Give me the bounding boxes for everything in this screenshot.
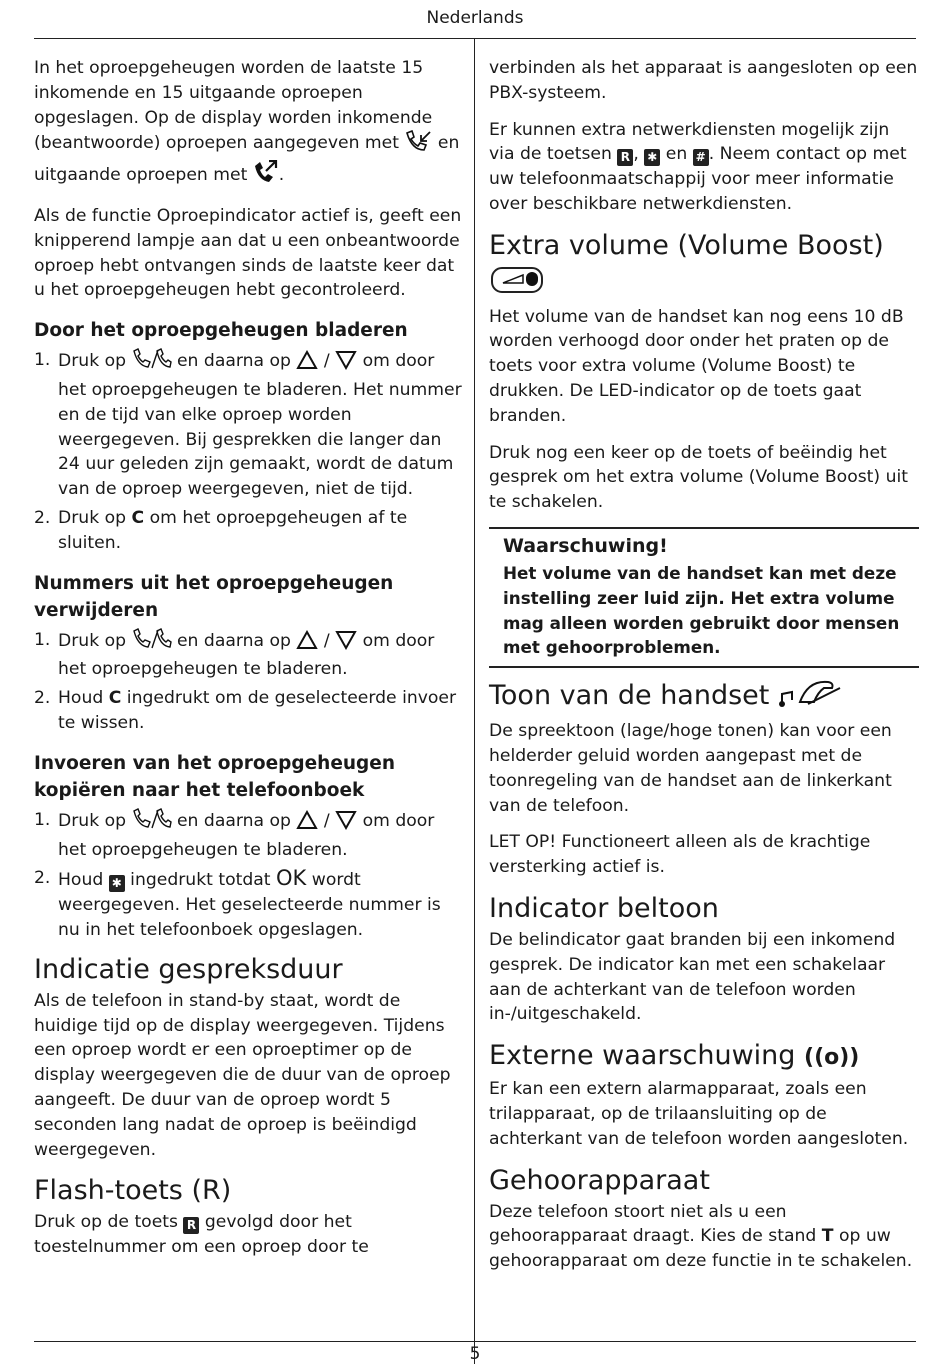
volume-boost-icon: [491, 267, 543, 293]
down-arrow-icon: [335, 810, 357, 838]
pbx-paragraph: verbinden als het apparaat is aangesloten op een PBX-systeem.: [489, 58, 918, 103]
down-arrow-icon: [335, 630, 357, 658]
handset-tone-icon: [778, 678, 842, 717]
ring-indicator-paragraph: De belindicator gaat branden bij een inkomend gesprek. De indicator kan met een schakelaar aan de achterkant van de telefoon worden in-/uitgeschakeld.: [489, 929, 896, 1025]
call-duration-paragraph: Als de telefoon in stand-by staat, wordt de huidige tijd op de display weergegeven. Tijdens een oproep wordt er een oproeptimer op de display weergegeven die de duur van de oproep aangeeft. De duur van de oproep wordt 5 seconden lang nadat de oproep is beëindigd weergegeven.: [34, 990, 451, 1160]
left-column: [34, 56, 462, 1272]
browse-steps: [34, 348, 462, 555]
list-item: 2. Druk op C om het oproepgeheugen af te sluiten.: [34, 507, 408, 553]
call-indicator-paragraph: Als de functie Oproepindicator actief is, geeft een knipperend lampje aan dat u een onbeantwoorde oproep hebt ontvangen sinds de laatste keer dat u het oproepgeheugen hebt gecontroleerd.: [34, 205, 462, 301]
volume-boost-paragraph-2: Druk nog een keer op de toets of beëindig het gesprek om het extra volume (Volume Boost) uit te schakelen.: [489, 442, 908, 513]
page-header-language: Nederlands: [426, 8, 524, 28]
list-item: 1. Druk op en daarna op / om door het oproepgeheugen te bladeren. Het nummer en de tijd van elke oproep worden weergegeven. Bij gesprekken die langer dan 24 uur geleden zijn gemaakt, wordt de datum van de oproep weergegeven, niet de tijd.: [34, 350, 462, 500]
up-arrow-icon: [296, 350, 318, 378]
up-arrow-icon: [296, 810, 318, 838]
heading-external-alert: Externe waarschuwing ((o)): [489, 1040, 860, 1072]
copy-steps: [34, 808, 462, 943]
right-column: [489, 56, 919, 1286]
incoming-call-icon: [404, 130, 432, 160]
flash-key-paragraph: Druk op de toets R gevolgd door het toestelnummer om een oproep door te: [34, 1212, 369, 1258]
handset-tone-paragraph-1: De spreektoon (lage/hoge tonen) kan voor een helderder geluid worden aangepast met de toonregeling van de handset aan de linkerkant van de telefoon.: [489, 721, 892, 816]
list-item: 1. Druk op en daarna op / om door het oproepgeheugen te bladeren.: [34, 809, 435, 860]
star-key: ✱: [644, 149, 660, 166]
up-arrow-icon: [296, 630, 318, 658]
heading-volume-boost: Extra volume (Volume Boost): [489, 229, 884, 261]
volume-boost-paragraph-1: Het volume van de handset kan nog eens 10 dB worden verhoogd door onder het praten op de toets voor extra volume (Volume Boost) te drukken. De LED-indicator op de toets gaat branden.: [489, 306, 904, 426]
outgoing-call-icon: [253, 160, 279, 192]
list-item: 2. Houd ✱ ingedrukt totdat OK wordt weergegeven. Het geselecteerde nummer is nu in het telefoonboek opgeslagen.: [34, 866, 441, 940]
star-key: ✱: [109, 875, 125, 892]
header-rule: [34, 38, 916, 39]
section-title-copy: Invoeren van het oproepgeheugen kopiëren naar het telefoonboek: [34, 752, 396, 801]
down-arrow-icon: [335, 350, 357, 378]
warning-title: Waarschuwing!: [503, 534, 668, 557]
section-title-delete: Nummers uit het oproepgeheugen verwijderen: [34, 572, 394, 621]
heading-ring-indicator: Indicator beltoon: [489, 892, 719, 924]
column-divider: [474, 39, 475, 1364]
intro-paragraph: In het oproepgeheugen worden de laatste 15 inkomende en 15 uitgaande oproepen opgeslagen. Op de display worden inkomende (beantwoorde) oproepen aangegeven met en uitgaande oproepen met .: [34, 56, 462, 192]
c-key-label: C: [108, 688, 122, 709]
r-key: R: [183, 1217, 199, 1234]
delete-steps: [34, 628, 462, 736]
hash-key: #: [693, 149, 709, 166]
footer-rule: [34, 1341, 916, 1342]
warning-body: Het volume van de handset kan met deze instelling zeer luid zijn. Het extra volume mag alleen worden gebruikt door mensen met gehoorproblemen.: [503, 562, 900, 658]
r-key: R: [617, 149, 633, 166]
ok-display-text: OK: [276, 866, 307, 891]
hearing-aid-paragraph: Deze telefoon stoort niet als u een gehoorapparaat draagt. Kies de stand T op uw gehoorapparaat om deze functie in te schakelen.: [489, 1201, 913, 1272]
network-services-paragraph: Er kunnen extra netwerkdiensten mogelijk zijn via de toetsen R , ✱ en # . Neem contact op met uw telefoonmaatschappij voor meer informatie over beschikbare netwerkdiensten.: [489, 119, 907, 214]
list-item: 2. Houd C ingedrukt om de geselecteerde invoer te wissen.: [34, 688, 457, 733]
heading-call-duration: Indicatie gespreksduur: [34, 953, 343, 985]
heading-hearing-aid: Gehoorapparaat: [489, 1164, 710, 1196]
warning-box: [489, 527, 919, 668]
heading-handset-tone: Toon van de handset: [489, 678, 919, 717]
c-key-label: C: [131, 507, 145, 528]
heading-flash-key: Flash-toets (R): [34, 1175, 232, 1207]
call-log-icon: [132, 808, 172, 838]
page-number: 5: [469, 1344, 481, 1364]
list-item: 1. Druk op en daarna op / om door het oproepgeheugen te bladeren.: [34, 629, 435, 680]
call-log-icon: [132, 628, 172, 658]
vibration-icon: ((o)): [804, 1045, 860, 1071]
section-title-browse: Door het oproepgeheugen bladeren: [34, 320, 408, 342]
handset-tone-paragraph-2: LET OP! Functioneert alleen als de krachtige versterking actief is.: [489, 832, 871, 878]
external-alert-paragraph: Er kan een extern alarmapparaat, zoals een trilapparaat, op de trilaansluiting op de achterkant van de telefoon worden aangesloten.: [489, 1079, 909, 1149]
t-setting-label: T: [821, 1226, 834, 1247]
call-log-icon: [132, 348, 172, 378]
